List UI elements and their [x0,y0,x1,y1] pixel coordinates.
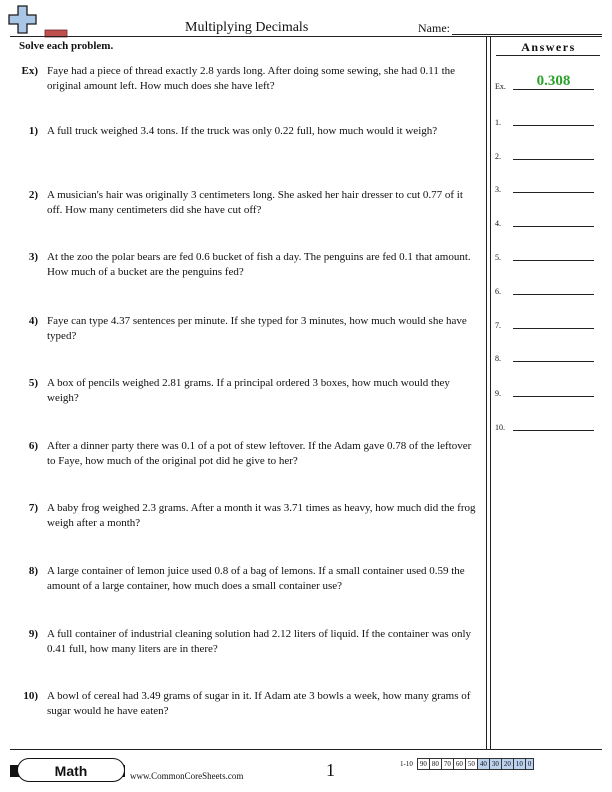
answers-heading: Answers [521,40,576,54]
score-cell: 10 [513,759,525,770]
answer-6[interactable] [495,279,605,297]
problem-2 [10,188,480,218]
footer-divider [10,749,602,750]
score-cell: 0 [525,759,534,770]
score-table [398,758,534,770]
answer-3[interactable] [495,177,605,195]
score-cell: 70 [441,759,453,770]
problem-10 [10,689,480,719]
answer-line[interactable] [513,260,594,261]
column-divider [490,37,491,750]
problem-number: 10) [23,690,38,702]
answer-label: 7. [495,321,501,330]
answer-10[interactable] [495,415,605,433]
answer-7[interactable] [495,313,605,331]
answer-line[interactable] [513,192,594,193]
problem-text: At the zoo the polar bears are fed 0.6 bucket of fish a day. The penguins are fed 0.1 that amount. How much of a bucket are the penguins fed? [47,251,471,278]
header-divider [10,36,602,37]
answer-label: 6. [495,287,501,296]
problem-number: 1) [28,125,38,137]
answer-4[interactable] [495,211,605,229]
problem-number: Ex) [21,65,38,77]
problem-5 [10,376,480,406]
problem-example [10,64,480,94]
problem-1 [10,124,480,139]
answer-line[interactable] [513,328,594,329]
answer-8[interactable] [495,346,605,364]
score-range-label: 1-10 [400,760,413,768]
score-cell: 90 [417,759,429,770]
problem-number: 2) [28,189,38,201]
score-cell: 20 [501,759,513,770]
problem-7 [10,501,480,531]
problem-number: 3) [28,251,38,263]
name-line [452,34,602,35]
page-number: 1 [326,760,335,780]
problem-number: 9) [28,628,38,640]
problem-number: 8) [28,565,38,577]
answer-label: 5. [495,253,501,262]
problem-text: A baby frog weighed 2.3 grams. After a month it was 3.71 times as heavy, how much did the frog weigh after a month? [47,502,476,529]
score-cell: 40 [477,759,489,770]
worksheet-title: Multiplying Decimals [185,20,309,35]
score-cell: 80 [429,759,441,770]
problem-number: 5) [28,377,38,389]
problem-9 [10,627,480,657]
answer-label: 9. [495,389,501,398]
answer-label: 2. [495,152,501,161]
problem-text: Faye had a piece of thread exactly 2.8 yards long. After doing some sewing, she had 0.11 the original amount left. How much does she have left? [47,65,456,92]
site-url: www.CommonCoreSheets.com [130,771,244,781]
problem-4 [10,314,480,344]
subject-badge: Math [17,758,125,782]
answer-line[interactable] [513,226,594,227]
problem-text: After a dinner party there was 0.1 of a pot of stew leftover. If the Adam gave 0.78 of the leftover to Faye, how much of the original pot did he give to her? [47,440,472,467]
answer-2[interactable] [495,144,605,162]
answer-line[interactable] [513,125,594,126]
answer-label: 10. [495,423,505,432]
problem-text: A box of pencils weighed 2.81 grams. If a principal ordered 3 boxes, how much would they weigh? [47,377,450,404]
problem-number: 4) [28,315,38,327]
problem-number: 6) [28,440,38,452]
problem-3 [10,250,480,280]
column-divider [486,37,487,750]
answer-5[interactable] [495,245,605,263]
problem-text: A musician's hair was originally 3 centimeters long. She asked her hair dresser to cut 0.77 of it off. How many centimeters did she have cut off? [47,189,463,216]
answers-heading-underline [496,55,600,56]
answer-line[interactable] [513,159,594,160]
score-cell: 30 [489,759,501,770]
problem-text: Faye can type 4.37 sentences per minute. If she typed for 3 minutes, how much would she have typed? [47,315,467,342]
answer-1[interactable] [495,110,605,128]
answer-9[interactable] [495,381,605,399]
example-answer: 0.308 [536,73,571,89]
answer-line[interactable] [513,361,594,362]
problem-text: A bowl of cereal had 3.49 grams of sugar in it. If Adam ate 3 bowls a week, how many grams of sugar would he have eaten? [47,690,471,717]
answer-line[interactable] [513,430,594,431]
problem-number: 7) [28,502,38,514]
answer-label: Ex. [495,82,506,91]
answer-line[interactable] [513,294,594,295]
answer-example [495,74,605,92]
answer-label: 3. [495,185,501,194]
answer-label: 1. [495,118,501,127]
plus-logo-icon [5,4,69,38]
problem-8 [10,564,480,594]
problem-text: A large container of lemon juice used 0.8 of a bag of lemons. If a small container used 0.59 the amount of a large container, how much does a small container use? [47,565,465,592]
name-label: Name: [418,21,450,35]
instructions: Solve each problem. [19,40,114,52]
answer-label: 8. [495,354,501,363]
answer-line[interactable] [513,396,594,397]
problem-text: A full container of industrial cleaning solution had 2.12 liters of liquid. If the container was only 0.41 full, how many liters are in there? [47,628,472,655]
problem-text: A full truck weighed 3.4 tons. If the truck was only 0.22 full, how much would it weigh? [47,125,438,137]
problem-6 [10,439,480,469]
score-cell: 50 [465,759,477,770]
score-cell: 60 [453,759,465,770]
answer-label: 4. [495,219,501,228]
